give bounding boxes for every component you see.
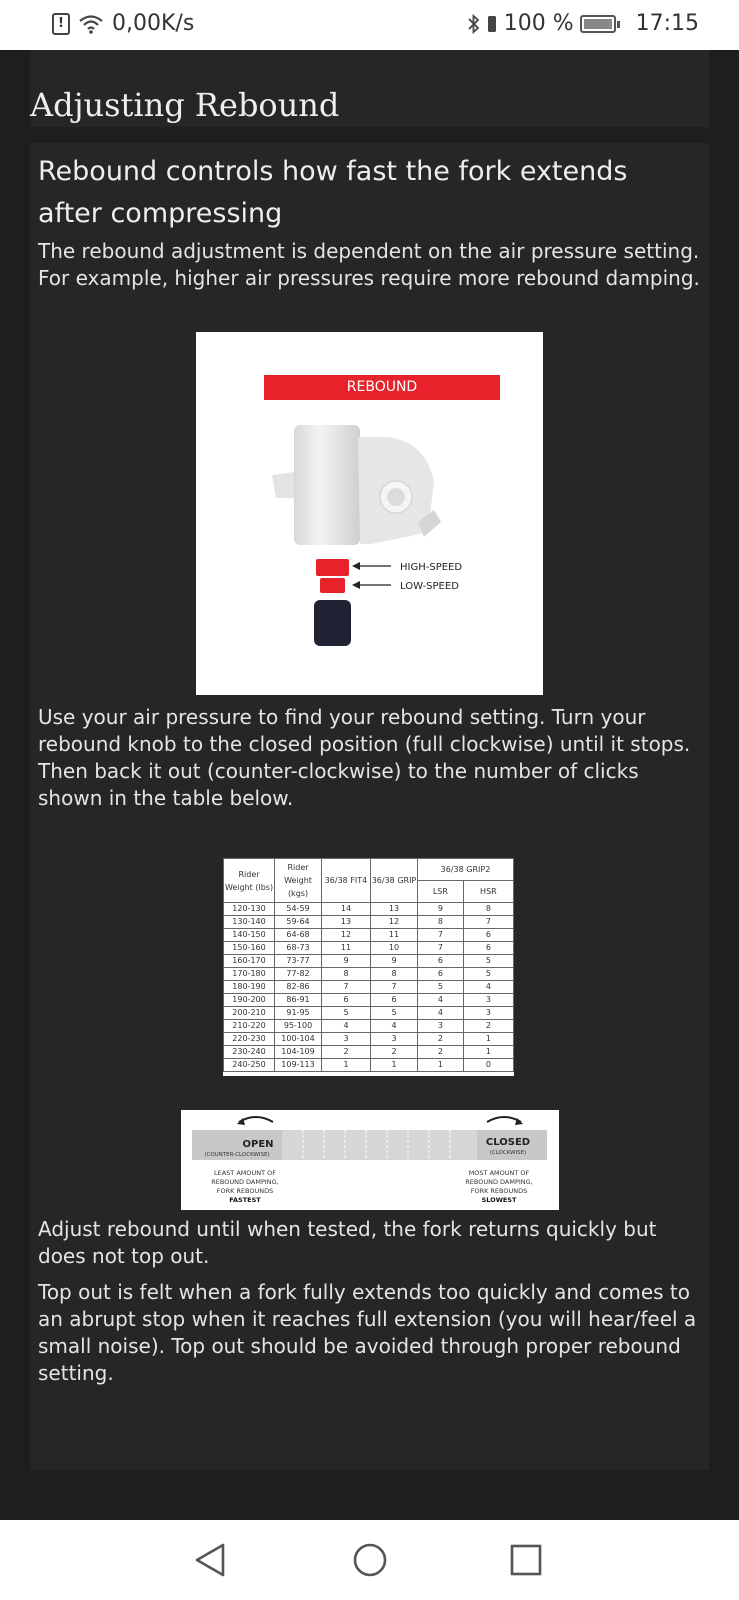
table-cell: 4 xyxy=(418,994,464,1007)
low-speed-label: LOW-SPEED xyxy=(400,581,459,592)
left-desc-line: REBOUND DAMPING, xyxy=(211,1178,279,1186)
table-cell: 220-230 xyxy=(224,1033,275,1046)
table-row xyxy=(224,1020,514,1033)
header-grip: 36/38 GRIP xyxy=(371,859,418,903)
table-cell: 4 xyxy=(371,1020,418,1033)
clock: 17:15 xyxy=(635,11,699,36)
table-cell: 3 xyxy=(418,1020,464,1033)
right-desc-line: MOST AMOUNT OF xyxy=(468,1169,530,1177)
table-cell: 6 xyxy=(463,942,513,955)
table-cell: 8 xyxy=(371,968,418,981)
table-cell: 6 xyxy=(418,955,464,968)
table-cell: 0 xyxy=(463,1059,513,1072)
header-weight-kgs: Rider Weight (kgs) xyxy=(275,859,322,903)
topout-paragraph: Top out is felt when a fork fully extends too quickly and comes to an abrupt stop when it reaches full extension (you will hear/feel a small noise). Top out should be avoided through proper rebound setting. xyxy=(38,1280,697,1385)
table-row xyxy=(224,968,514,981)
table-cell: 8 xyxy=(463,903,513,916)
table-cell: 4 xyxy=(418,1007,464,1020)
open-sublabel: (COUNTER-CLOCKWISE) xyxy=(204,1152,270,1158)
table-cell: 77-82 xyxy=(275,968,322,981)
table-row xyxy=(224,981,514,994)
header-fit4: 36/38 FIT4 xyxy=(322,859,371,903)
table-cell: 3 xyxy=(463,994,513,1007)
table-cell: 8 xyxy=(418,916,464,929)
table-cell: 7 xyxy=(371,981,418,994)
table-cell: 5 xyxy=(371,1007,418,1020)
table-cell: 9 xyxy=(371,955,418,968)
back-icon[interactable] xyxy=(191,1540,231,1580)
header-grip2: 36/38 GRIP2 xyxy=(418,859,514,881)
table-cell: 11 xyxy=(371,929,418,942)
recents-icon[interactable] xyxy=(506,1540,546,1580)
table-cell: 8 xyxy=(322,968,371,981)
table-cell: 7 xyxy=(418,942,464,955)
bluetooth-icon xyxy=(468,13,480,35)
table-cell: 5 xyxy=(322,1007,371,1020)
table-cell: 5 xyxy=(463,955,513,968)
table-cell: 1 xyxy=(463,1033,513,1046)
table-cell: 7 xyxy=(418,929,464,942)
table-cell: 150-160 xyxy=(224,942,275,955)
table-row xyxy=(224,903,514,916)
header-lsr: LSR xyxy=(418,881,464,903)
table-cell: 5 xyxy=(463,968,513,981)
table-cell: 1 xyxy=(322,1059,371,1072)
table-cell: 2 xyxy=(418,1046,464,1059)
table-cell: 11 xyxy=(322,942,371,955)
table-cell: 1 xyxy=(371,1059,418,1072)
intro-paragraph: The rebound adjustment is dependent on the air pressure setting. For example, higher air pressures require more rebound damping. xyxy=(38,239,700,290)
table-cell: 104-109 xyxy=(275,1046,322,1059)
table-row xyxy=(224,916,514,929)
table-cell: 130-140 xyxy=(224,916,275,929)
table-cell: 230-240 xyxy=(224,1046,275,1059)
table-row xyxy=(224,1033,514,1046)
table-cell: 7 xyxy=(463,916,513,929)
table-cell: 64-68 xyxy=(275,929,322,942)
table-cell: 2 xyxy=(463,1020,513,1033)
closed-sublabel: (CLOCKWISE) xyxy=(489,1150,527,1156)
table-cell: 6 xyxy=(463,929,513,942)
table-cell: 180-190 xyxy=(224,981,275,994)
table-cell: 95-100 xyxy=(275,1020,322,1033)
table-cell: 6 xyxy=(371,994,418,1007)
header-hsr: HSR xyxy=(463,881,513,903)
high-speed-label: HIGH-SPEED xyxy=(400,562,463,573)
table-cell: 10 xyxy=(371,942,418,955)
table-cell: 59-64 xyxy=(275,916,322,929)
table-cell: 160-170 xyxy=(224,955,275,968)
table-cell: 190-200 xyxy=(224,994,275,1007)
rebound-diagram xyxy=(196,332,543,695)
table-cell: 13 xyxy=(371,903,418,916)
table-cell: 1 xyxy=(463,1046,513,1059)
table-row xyxy=(224,994,514,1007)
table-cell: 2 xyxy=(322,1046,371,1059)
open-label: OPEN xyxy=(242,1139,274,1150)
table-row xyxy=(224,955,514,968)
table-cell: 1 xyxy=(418,1059,464,1072)
battery-percent: 100 % xyxy=(503,11,574,36)
table-cell: 240-250 xyxy=(224,1059,275,1072)
fork-illustration xyxy=(196,332,543,695)
table-row xyxy=(224,1007,514,1020)
table-cell: 5 xyxy=(418,981,464,994)
table-row xyxy=(224,929,514,942)
subheading: Rebound controls how fast the fork extends after compressing xyxy=(38,156,628,229)
battery-icon xyxy=(580,15,616,33)
network-speed: 0,00K/s xyxy=(112,11,195,36)
rebound-table xyxy=(223,858,514,1076)
table-cell: 6 xyxy=(418,968,464,981)
table-cell: 210-220 xyxy=(224,1020,275,1033)
table-cell: 54-59 xyxy=(275,903,322,916)
header-weight-lbs: Rider Weight (lbs) xyxy=(224,859,275,903)
table-cell: 170-180 xyxy=(224,968,275,981)
right-desc-line: REBOUND DAMPING, xyxy=(465,1178,533,1186)
table-cell: 2 xyxy=(418,1033,464,1046)
scale-illustration xyxy=(181,1110,559,1210)
table-cell: 3 xyxy=(322,1033,371,1046)
table-cell: 200-210 xyxy=(224,1007,275,1020)
left-desc-line: LEAST AMOUNT OF xyxy=(213,1169,277,1177)
table-cell: 4 xyxy=(463,981,513,994)
closed-label: CLOSED xyxy=(485,1137,531,1148)
navigation-bar xyxy=(0,1520,739,1600)
rebound-settings-table xyxy=(223,858,514,1072)
right-desc-line: SLOWEST xyxy=(481,1196,517,1204)
table-cell: 120-130 xyxy=(224,903,275,916)
wifi-icon xyxy=(78,13,104,35)
status-bar xyxy=(0,0,739,50)
table-row xyxy=(224,1059,514,1072)
alert-icon: ! xyxy=(52,13,70,35)
table-row xyxy=(224,942,514,955)
vibrate-icon xyxy=(486,13,498,35)
table-cell: 13 xyxy=(322,916,371,929)
left-desc-line: FORK REBOUNDS xyxy=(216,1187,274,1195)
table-row xyxy=(224,1046,514,1059)
left-desc-line: FASTEST xyxy=(229,1196,261,1204)
table-cell: 109-113 xyxy=(275,1059,322,1072)
instructions-paragraph: Use your air pressure to find your rebound setting. Turn your rebound knob to the closed position (full clockwise) until it stops. Then back it out (counter-clockwise) to the number of clicks shown in the table below. xyxy=(38,705,691,810)
table-cell: 12 xyxy=(322,929,371,942)
rebound-banner: REBOUND xyxy=(264,375,500,400)
table-cell: 9 xyxy=(322,955,371,968)
section-heading: Adjusting Rebound xyxy=(30,86,340,124)
table-cell: 3 xyxy=(371,1033,418,1046)
home-icon[interactable] xyxy=(350,1540,390,1580)
table-cell: 91-95 xyxy=(275,1007,322,1020)
table-cell: 73-77 xyxy=(275,955,322,968)
table-cell: 68-73 xyxy=(275,942,322,955)
rebound-scale xyxy=(181,1110,559,1210)
table-cell: 3 xyxy=(463,1007,513,1020)
table-cell: 140-150 xyxy=(224,929,275,942)
table-cell: 6 xyxy=(322,994,371,1007)
table-cell: 12 xyxy=(371,916,418,929)
table-cell: 86-91 xyxy=(275,994,322,1007)
right-desc-line: FORK REBOUNDS xyxy=(470,1187,528,1195)
table-cell: 82-86 xyxy=(275,981,322,994)
adjust-paragraph: Adjust rebound until when tested, the fork returns quickly but does not top out. xyxy=(38,1217,657,1268)
table-cell: 100-104 xyxy=(275,1033,322,1046)
table-cell: 7 xyxy=(322,981,371,994)
table-cell: 4 xyxy=(322,1020,371,1033)
table-cell: 2 xyxy=(371,1046,418,1059)
table-cell: 14 xyxy=(322,903,371,916)
table-cell: 9 xyxy=(418,903,464,916)
